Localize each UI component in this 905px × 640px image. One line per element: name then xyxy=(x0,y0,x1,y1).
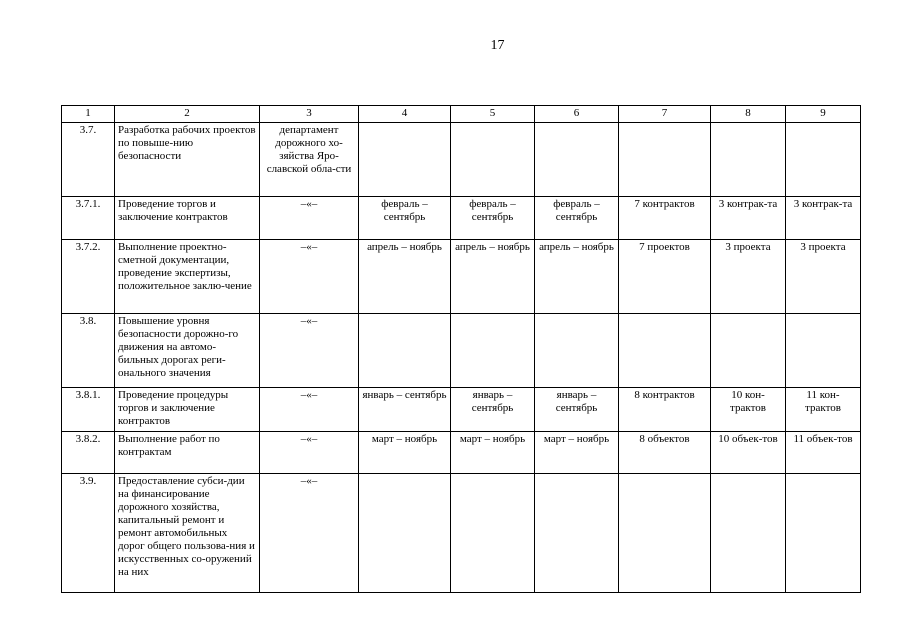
activity-name: Проведение процедуры торгов и заключение контрактов xyxy=(115,388,260,432)
period-col-4: апрель – ноябрь xyxy=(359,240,451,314)
executor: –«– xyxy=(260,474,359,593)
result-col-8: 3 проекта xyxy=(711,240,786,314)
period-col-5 xyxy=(451,314,535,388)
period-col-6: март – ноябрь xyxy=(535,432,619,474)
period-col-5: март – ноябрь xyxy=(451,432,535,474)
result-col-7: 7 проектов xyxy=(619,240,711,314)
row-number: 3.8. xyxy=(62,314,115,388)
row-number: 3.9. xyxy=(62,474,115,593)
period-col-6 xyxy=(535,123,619,197)
result-col-9: 3 проекта xyxy=(786,240,861,314)
table-header-row xyxy=(62,106,861,123)
table-row xyxy=(62,123,861,197)
period-col-6: апрель – ноябрь xyxy=(535,240,619,314)
table-row xyxy=(62,240,861,314)
period-col-4 xyxy=(359,123,451,197)
result-col-9 xyxy=(786,123,861,197)
activities-table xyxy=(61,105,861,593)
page-number: 17 xyxy=(490,38,505,53)
activity-name: Выполнение работ по контрактам xyxy=(115,432,260,474)
period-col-6 xyxy=(535,474,619,593)
result-col-7 xyxy=(619,314,711,388)
result-col-9 xyxy=(786,474,861,593)
period-col-5: февраль – сентябрь xyxy=(451,197,535,240)
header-col-9: 9 xyxy=(786,106,861,123)
executor: –«– xyxy=(260,388,359,432)
result-col-7: 8 контрактов xyxy=(619,388,711,432)
header-col-2: 2 xyxy=(115,106,260,123)
row-number: 3.7.2. xyxy=(62,240,115,314)
executor: –«– xyxy=(260,197,359,240)
period-col-6 xyxy=(535,314,619,388)
header-col-5: 5 xyxy=(451,106,535,123)
result-col-8: 10 объек-тов xyxy=(711,432,786,474)
executor: –«– xyxy=(260,314,359,388)
activity-name: Выполнение проектно-сметной документации, проведение экспертизы, положительное заклю-чение xyxy=(115,240,260,314)
period-col-5: апрель – ноябрь xyxy=(451,240,535,314)
period-col-5 xyxy=(451,474,535,593)
row-number: 3.8.2. xyxy=(62,432,115,474)
activity-name: Предоставление субси-дии на финансирование дорожного хозяйства, капитальный ремонт и ремонт автомобильных дорог общего пользова-ния и искусственных со-оружений на них xyxy=(115,474,260,593)
header-col-3: 3 xyxy=(260,106,359,123)
executor: –«– xyxy=(260,240,359,314)
result-col-7: 8 объектов xyxy=(619,432,711,474)
executor: –«– xyxy=(260,432,359,474)
activity-name: Проведение торгов и заключение контрактов xyxy=(115,197,260,240)
executor: департамент дорожного хо-зяйства Яро-славской обла-сти xyxy=(260,123,359,197)
result-col-8 xyxy=(711,314,786,388)
table-row xyxy=(62,432,861,474)
table-row xyxy=(62,197,861,240)
header-col-6: 6 xyxy=(535,106,619,123)
period-col-4 xyxy=(359,474,451,593)
result-col-8 xyxy=(711,474,786,593)
period-col-6: февраль – сентябрь xyxy=(535,197,619,240)
header-col-4: 4 xyxy=(359,106,451,123)
table-row xyxy=(62,474,861,593)
table-row xyxy=(62,388,861,432)
result-col-8: 3 контрак-та xyxy=(711,197,786,240)
result-col-7 xyxy=(619,474,711,593)
table-row xyxy=(62,314,861,388)
result-col-9: 11 кон-трактов xyxy=(786,388,861,432)
row-number: 3.8.1. xyxy=(62,388,115,432)
header-col-8: 8 xyxy=(711,106,786,123)
row-number: 3.7.1. xyxy=(62,197,115,240)
result-col-7: 7 контрактов xyxy=(619,197,711,240)
period-col-5: январь – сентябрь xyxy=(451,388,535,432)
period-col-5 xyxy=(451,123,535,197)
result-col-7 xyxy=(619,123,711,197)
period-col-6: январь – сентябрь xyxy=(535,388,619,432)
header-col-1: 1 xyxy=(62,106,115,123)
result-col-9: 11 объек-тов xyxy=(786,432,861,474)
activity-name: Разработка рабочих проектов по повыше-нию безопасности xyxy=(115,123,260,197)
result-col-9: 3 контрак-та xyxy=(786,197,861,240)
period-col-4: февраль – сентябрь xyxy=(359,197,451,240)
result-col-8: 10 кон-трактов xyxy=(711,388,786,432)
row-number: 3.7. xyxy=(62,123,115,197)
result-col-9 xyxy=(786,314,861,388)
header-col-7: 7 xyxy=(619,106,711,123)
period-col-4: январь – сентябрь xyxy=(359,388,451,432)
period-col-4 xyxy=(359,314,451,388)
period-col-4: март – ноябрь xyxy=(359,432,451,474)
activity-name: Повышение уровня безопасности дорожно-го движения на автомо-бильных дорогах реги-онального значения xyxy=(115,314,260,388)
result-col-8 xyxy=(711,123,786,197)
